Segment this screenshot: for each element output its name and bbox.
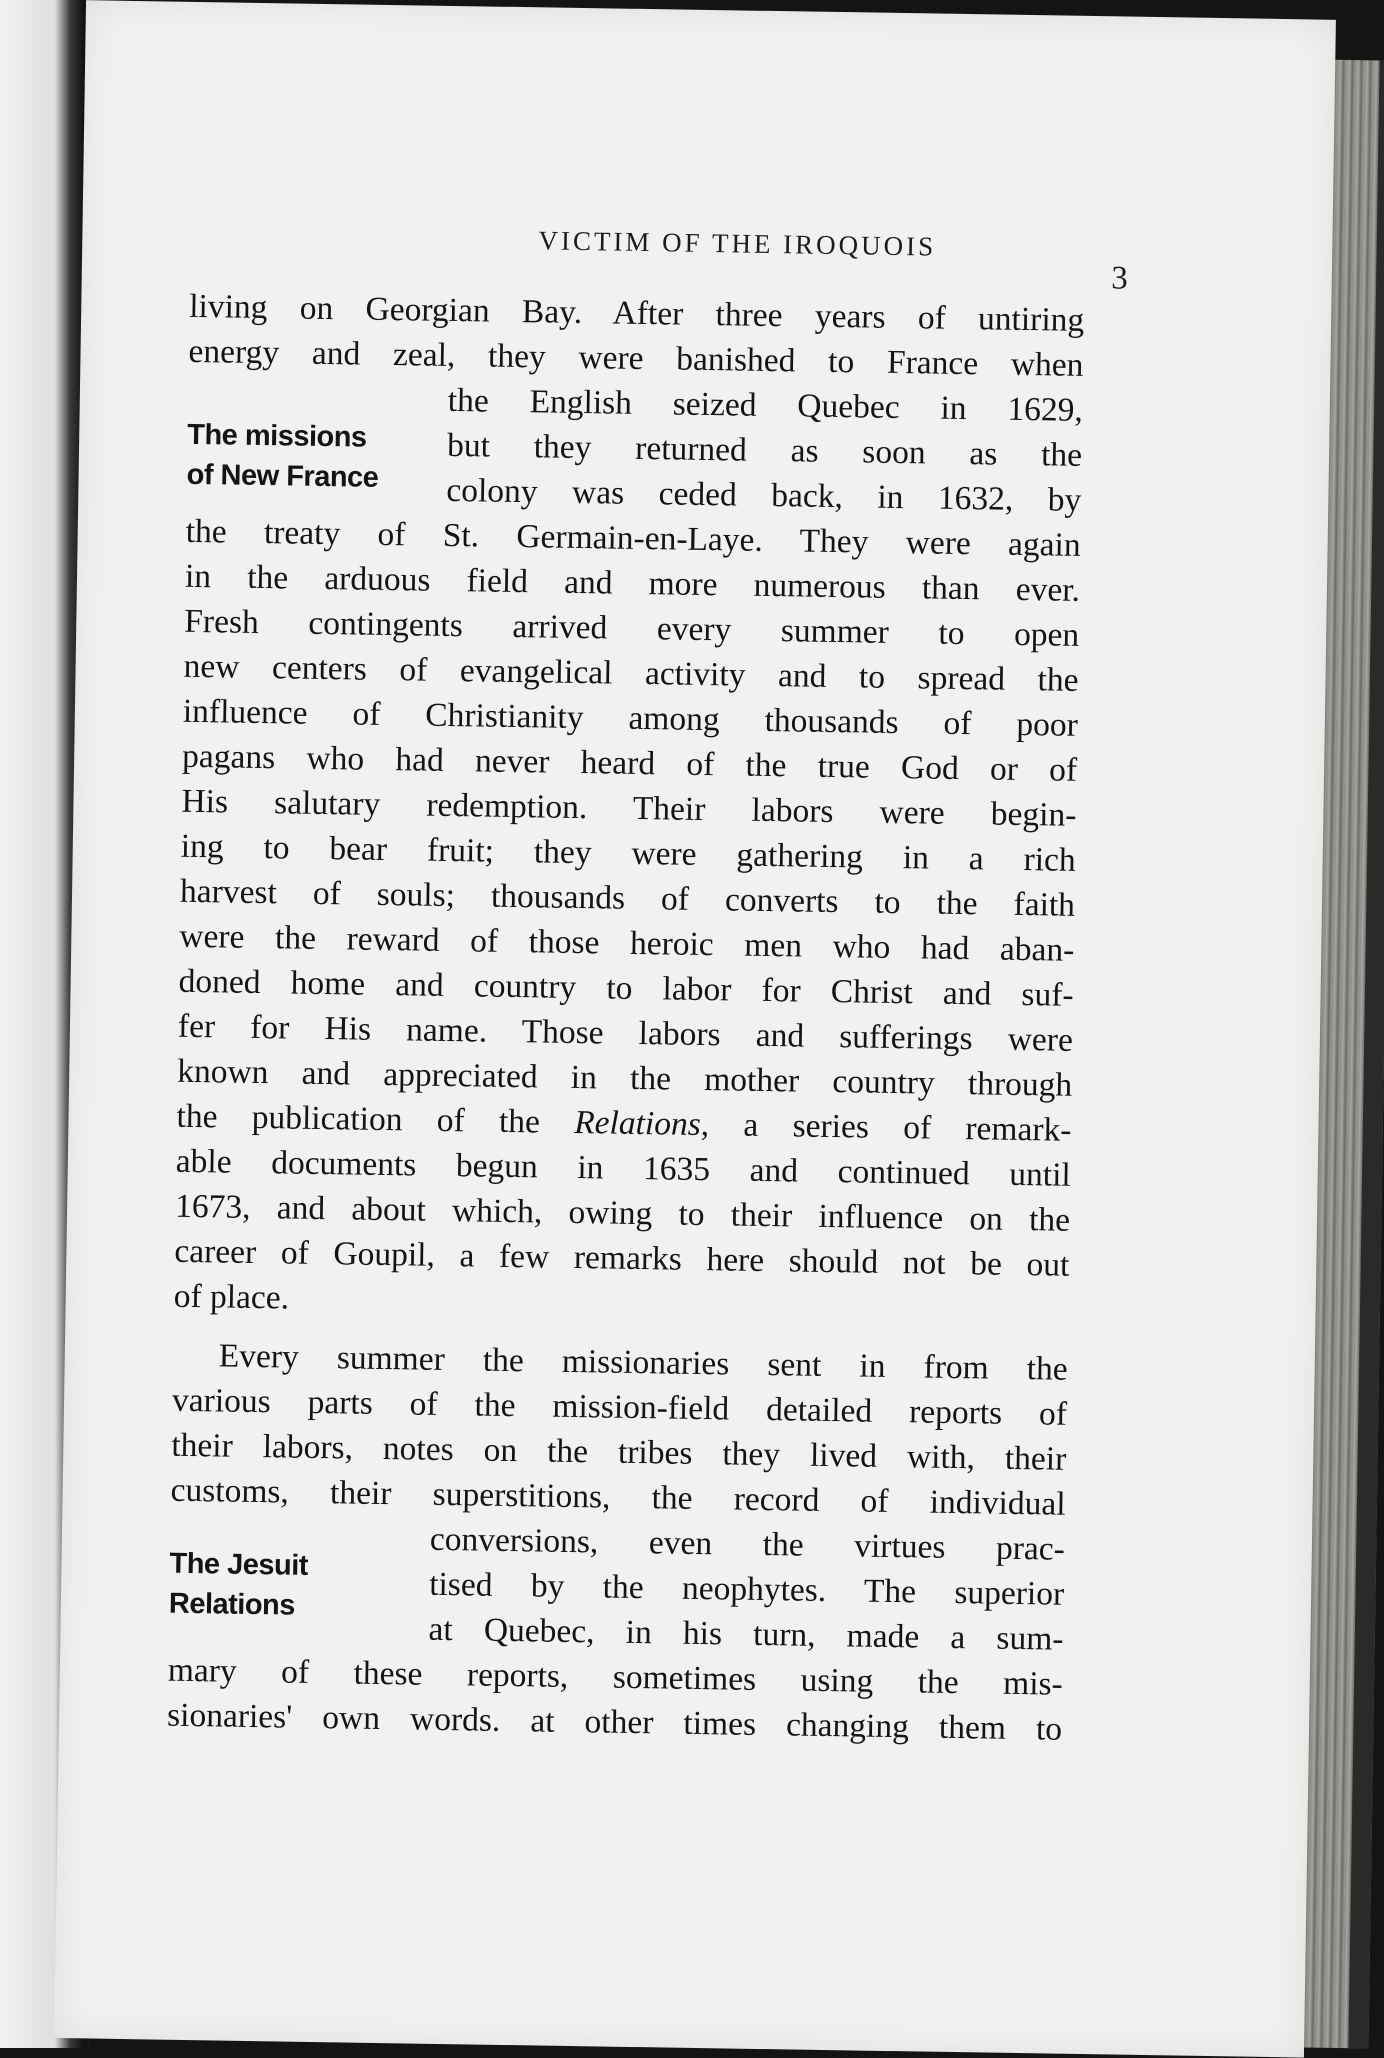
text-line: influence of Christianity among thousands of poor <box>182 692 1079 744</box>
text-line: Every summer the missionaries sent in from the <box>218 1337 1068 1388</box>
running-head <box>82 218 1332 269</box>
text-line: living on Georgian Bay. After three years of untiring <box>188 287 1085 339</box>
relations-italic: Relations <box>573 1103 702 1143</box>
text-line: but they returned as soon as the <box>446 426 1083 474</box>
running-head-text: VICTIM OF THE IROQUOIS <box>538 225 937 262</box>
text-line: harvest of souls; thousands of converts to the faith <box>179 872 1076 924</box>
text-line: of place. <box>173 1277 290 1317</box>
text-line: doned home and country to labor for Christ and suf- <box>178 962 1074 1014</box>
sidenote-line: The Jesuit <box>169 1547 309 1582</box>
text-line: His salutary redemption. Their labors were begin- <box>181 782 1077 834</box>
text-line: the English seized Quebec in 1629, <box>447 381 1084 429</box>
page-number: 3 <box>1111 260 1129 297</box>
text-line: Fresh contingents arrived every summer to open <box>184 602 1080 654</box>
text-line: in the arduous field and more numerous than ever. <box>184 557 1081 609</box>
text-line: career of Goupil, a few remarks here should not be out <box>174 1232 1070 1284</box>
book-page <box>54 0 1336 2057</box>
text-line: were the reward of those heroic men who had aban- <box>179 917 1075 969</box>
text-line: sionaries' own words. at other times changing them to <box>166 1696 1063 1748</box>
sidenote-line: of New France <box>186 458 379 494</box>
text-line: 1673, and about which, owing to their influence on the <box>174 1187 1071 1239</box>
text-segment: the publication of the <box>176 1097 575 1141</box>
text-line: colony was ceded back, in 1632, by <box>446 471 1082 519</box>
text-line: mary of these reports, sometimes using the mis- <box>167 1651 1064 1703</box>
text-segment: , a series of remark- <box>700 1105 1072 1149</box>
sidenote-line: The missions <box>187 418 367 454</box>
text-line: able documents begun in 1635 and continued until <box>175 1142 1072 1194</box>
text-line: at Quebec, in his turn, made a sum- <box>428 1610 1064 1658</box>
text-line: fer for His name. Those labors and sufferings were <box>177 1007 1074 1059</box>
text-line: new centers of evangelical activity and to spread the <box>183 647 1079 699</box>
text-line: pagans who had never heard of the true God or of <box>181 737 1078 789</box>
text-line: their labors, notes on the tribes they lived with, their <box>171 1426 1067 1478</box>
text-line: various parts of the mission-field detailed reports of <box>171 1381 1068 1433</box>
text-line: conversions, even the virtues prac- <box>429 1520 1066 1568</box>
body-text <box>167 284 1085 1752</box>
text-line: tised by the neophytes. The superior <box>428 1565 1065 1613</box>
text-line: ing to bear fruit; they were gathering in a rich <box>180 827 1076 879</box>
sidenote-line: Relations <box>168 1587 296 1622</box>
text-line: energy and zeal, they were banished to France when <box>188 332 1084 384</box>
text-line: known and appreciated in the mother country through <box>176 1052 1073 1104</box>
text-line: customs, their superstitions, the record of individual <box>170 1471 1066 1523</box>
text-line: the treaty of St. Germain-en-Laye. They were again <box>185 512 1081 564</box>
